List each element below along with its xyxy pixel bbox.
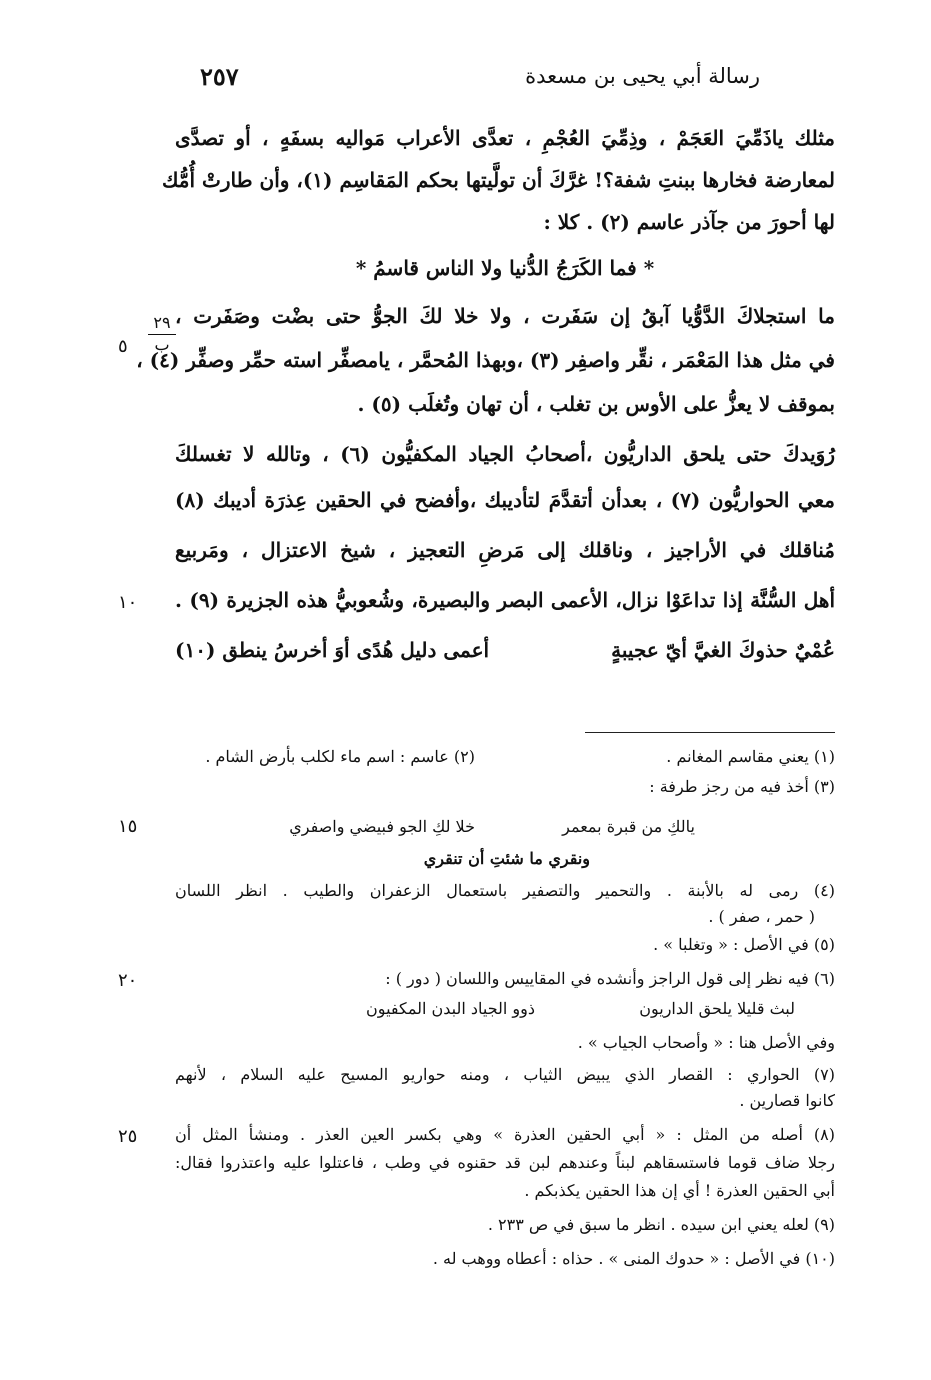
footnote-8-cont-2: أبي الحقين العذرة ! أي إن هذا الحقين يكذبكم .	[524, 1181, 835, 1200]
footnote-6-verse-left: ذوو الجياد البدن المكفيون	[366, 999, 535, 1018]
footnote-separator	[585, 732, 835, 733]
footnote-3: (٣) أخذ فيه من رجز طرفة :	[649, 777, 835, 796]
text-line: مثلك ياذَمِّيَ العَجَمْ ، وذِمِّيَ العُجْمِ ، تعدَّى الأعراب مَواليه بسفَهٍ ، أو تصدَّى	[175, 126, 835, 150]
footnote-8-cont: رجلا ضاف قوما فاستسقاهم لبناً وعندهم لبن قد حقنوه في وطب ، فاعتلوا عليه واعتذروا فقال:	[175, 1153, 836, 1172]
running-title: رسالة أبي يحيى بن مسعدة	[525, 64, 760, 88]
footnote-row	[175, 742, 835, 772]
line-number-5: ٥	[118, 336, 128, 357]
footnote-5: (٥) في الأصل : « وتغلبا » .	[653, 935, 835, 954]
line-number-20: ٢٠	[118, 970, 138, 991]
folio-number: ٢٩	[153, 313, 171, 332]
text-line: ما استجلاكَ الدَّوُّيا آبقُ إن سَفَرت ، ولا خلا لكَ الجوُّ حتى بضْت وصَفَرت ،	[175, 304, 835, 328]
footnote-3-verse-right: يالكِ من قبرة بمعمر	[562, 817, 695, 836]
footnote-7-cont: كانوا قصارين .	[739, 1091, 835, 1110]
footnote-2: (٢) عاسم : اسم ماء لكلب بأرض الشام .	[205, 747, 475, 766]
text-line: لها أحورَ من جآذر عاسم (٢) . كلا :	[543, 210, 835, 234]
text-line: بموقف لا يعزُّ على الأوس بن تغلب ، أن تهان وتُغلَب (٥) .	[357, 392, 835, 416]
footnote-6-verse-right: لبث قليلا يلحق الداريون	[639, 999, 795, 1018]
footnote-6-cont: وفي الأصل هنا : « وأصحاب الجياب » .	[577, 1033, 835, 1052]
footnote-8: (٨) أصله من المثل : « أبي الحقين العذرة » وهي بكسر العين العذر . ومنشأ المثل أن	[175, 1125, 835, 1144]
footnote-1: (١) يعني مقاسم المغانم .	[666, 747, 835, 766]
footnote-6: (٦) فيه نظر إلى قول الراجز وأنشده في المقاييس واللسان ( دور ) :	[385, 969, 835, 988]
footnote-10: (١٠) في الأصل : « حدوك المنى » . حذاه : أعطاه ووهب له .	[432, 1249, 835, 1268]
folio-side: ب	[148, 334, 176, 354]
line-number-10: ١٠	[118, 592, 138, 613]
verse-couplet	[175, 630, 835, 670]
text-line: لمعارضة فخارها ببنتِ شفة؟! غرَّكَ أن تولَّيتها بحكم المَقاسِم (١)، وأن طارتْ أُمُّك	[161, 168, 835, 192]
footnote-4: (٤) رمى له بالأبنة . والتحمير والتصفير باستعمال الزعفران والطيب . انظر اللسان	[175, 881, 835, 900]
line-number-15: ١٥	[118, 816, 138, 837]
verse-hemistich-right: عُمْيٌ حذوكَ الغيَّ أيّ عجيبةٍ	[611, 638, 835, 662]
text-line: أهل السُّنَّة إذا تداعَوْا نزال، الأعمى البصر والبصيرة، وشُعوبيُّ هذه الجزيرة (٩) .	[175, 588, 835, 612]
footnote-3-verse-left: خلا لكِ الجو فبيضي واصفري	[289, 817, 475, 836]
footnote-7: (٧) الحواري : القصار الذي يبيض الثياب ، ومنه حواريو المسيح عليه السلام ، لأنهم	[175, 1065, 835, 1084]
text-line: في مثل هذا المَعْمَر ، نقِّر واصفِر (٣) ،وبهذا المُحمَّر ، يامصفِّر استه حمِّر وصفِّر (٤) ،	[136, 348, 835, 372]
footnote-3-verse-2: ونقري ما شئتِ أن تنقري	[423, 849, 590, 868]
verse-hemistich-left: أعمى دليل هُدًى أوَ أخرسُ ينطق (١٠)	[175, 638, 490, 662]
text-line: معي الحواريُّون (٧) ، بعدأن أتقدَّمَ لتأديبك ،وأفضح في الحقين عِذرَة أديبك (٨)	[175, 488, 835, 512]
footnote-9: (٩) لعله يعني ابن سيده . انظر ما سبق في ص ٢٣٣ .	[487, 1215, 835, 1234]
line-number-25: ٢٥	[118, 1126, 138, 1147]
text-line: رُوَيدكَ حتى يلحق الداريُّون ،أصحابُ الجياد المكفيُّون (٦) ، وتالله لا تغسلكَ	[175, 442, 835, 466]
page-number: ٢٥٧	[200, 62, 239, 91]
footnote-4-cont: ( حمر ، صفر ) .	[708, 907, 815, 926]
folio-marker	[148, 314, 176, 354]
verse-line: * فما الكَرَجُ الدُّنيا ولا الناس قاسمُ *	[355, 256, 655, 280]
text-line: مُناقلك في الأراجيز ، وناقلك إلى مَرضِ التعجيز ، شيخ الاعتزال ، ومَربيع	[175, 538, 835, 562]
page-header	[200, 62, 760, 96]
